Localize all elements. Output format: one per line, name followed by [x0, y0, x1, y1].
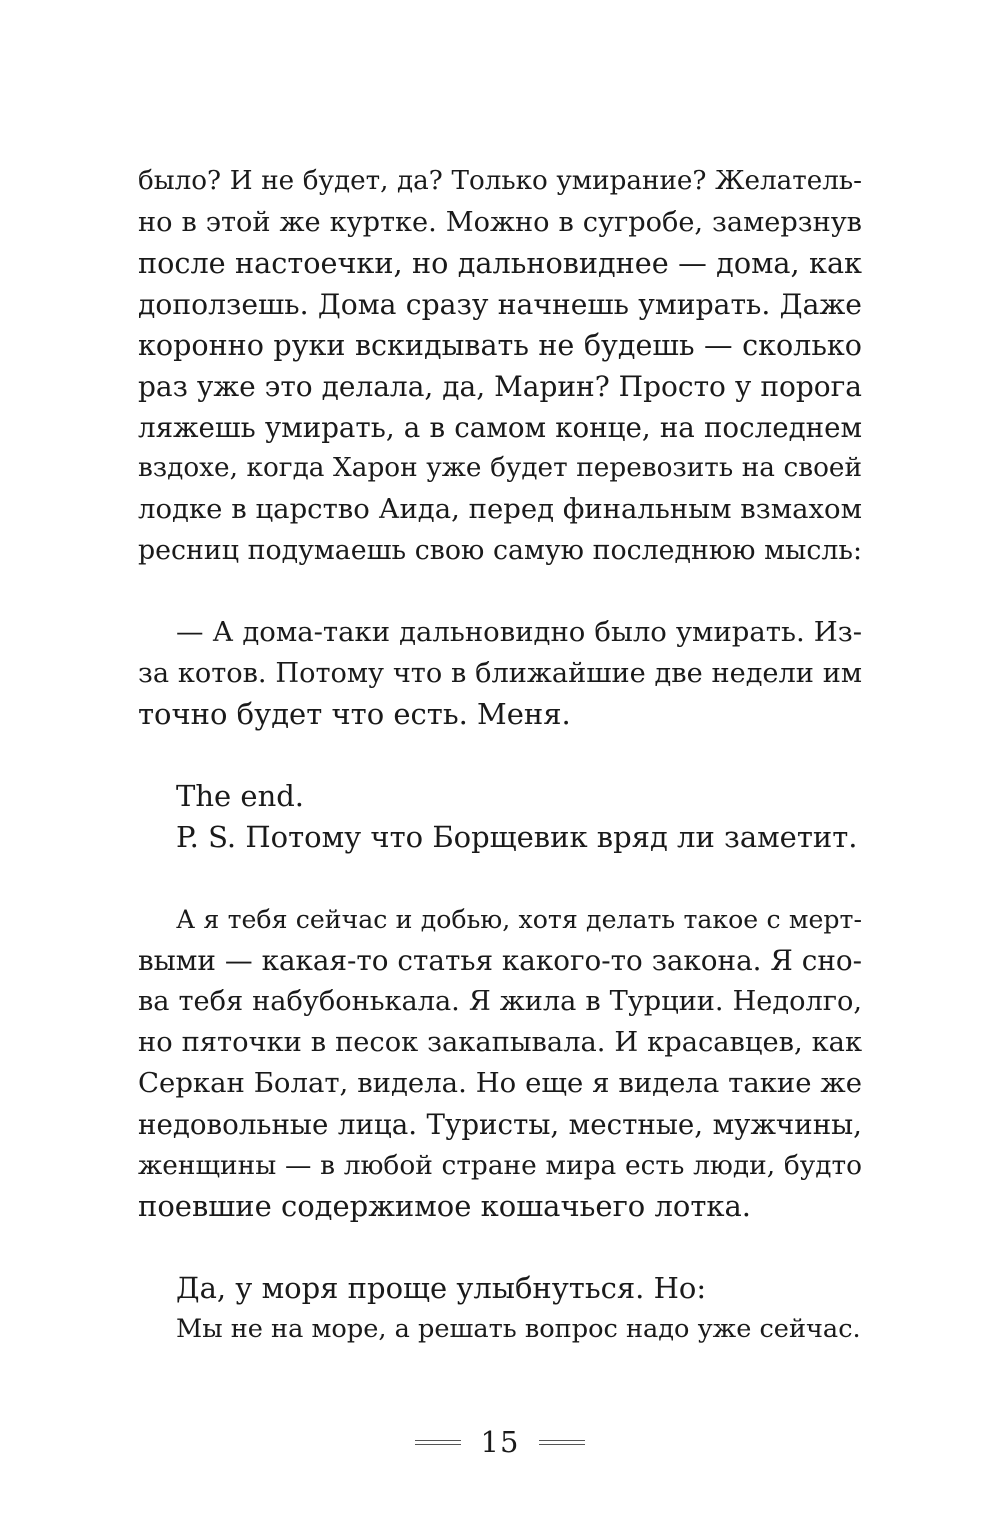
text-line: ресниц подумаешь свою самую последнюю мысль:	[138, 535, 862, 566]
page-number: 15	[480, 1425, 520, 1459]
text-line: — А дома-таки дальновидно было умирать. Из-	[176, 616, 862, 648]
text-line: Да, у моря проще улыбнуться. Но:	[176, 1271, 707, 1305]
text-line: ва тебя набубонькала. Я жила в Турции. Недолго,	[138, 986, 862, 1017]
text-line: выми — какая-то статья какого-то закона. Я сно-	[138, 944, 862, 977]
paragraph-4	[138, 899, 862, 1227]
text-line: коронно руки вскидывать не будешь — сколько	[138, 328, 862, 362]
text-line: раз уже это делала, да, Марин? Просто у порога	[138, 370, 862, 403]
text-line: Мы не на море, а решать вопрос надо уже сейчас.	[176, 1314, 861, 1344]
text-line: вздохе, когда Харон уже будет перевозить на своей	[138, 453, 862, 483]
paragraph-1	[138, 161, 862, 571]
text-line: но в этой же куртке. Можно в сугробе, замерзнув	[138, 207, 862, 238]
text-line: P. S. Потому что Борщевик вряд ли заметит.	[176, 820, 858, 854]
text-line: поевшие содержимое кошачьего лотка.	[138, 1189, 752, 1223]
text-line: за котов. Потому что в ближайшие две недели им	[138, 658, 862, 689]
text-line: недовольные лица. Туристы, местные, мужчины,	[138, 1108, 862, 1141]
text-line: точно будет что есть. Меня.	[138, 697, 571, 731]
page-footer	[0, 1418, 1000, 1466]
paragraph-3	[138, 776, 862, 858]
text-line: Серкан Болат, видела. Но еще я видела такие же	[138, 1067, 862, 1099]
paragraph-5	[138, 1268, 862, 1350]
text-line: лодке в царство Аида, перед финальным взмахом	[138, 493, 862, 525]
left-divider	[415, 1440, 461, 1445]
text-line: после настоечки, но дальновиднее — дома, как	[138, 246, 862, 280]
text-line: The end.	[176, 779, 305, 813]
text-line: женщины — в любой стране мира есть люди, будто	[138, 1150, 862, 1181]
paragraph-2	[138, 612, 862, 735]
text-line: было? И не будет, да? Только умирание? Желатель-	[138, 166, 862, 196]
text-line: А я тебя сейчас и добью, хотя делать такое с мерт-	[176, 905, 862, 934]
text-line: но пяточки в песок закапывала. И красавцев, как	[138, 1027, 862, 1058]
right-divider	[539, 1440, 585, 1445]
text-line: доползешь. Дома сразу начнешь умирать. Даже	[138, 288, 862, 321]
text-line: ляжешь умирать, а в самом конце, на последнем	[138, 411, 862, 444]
